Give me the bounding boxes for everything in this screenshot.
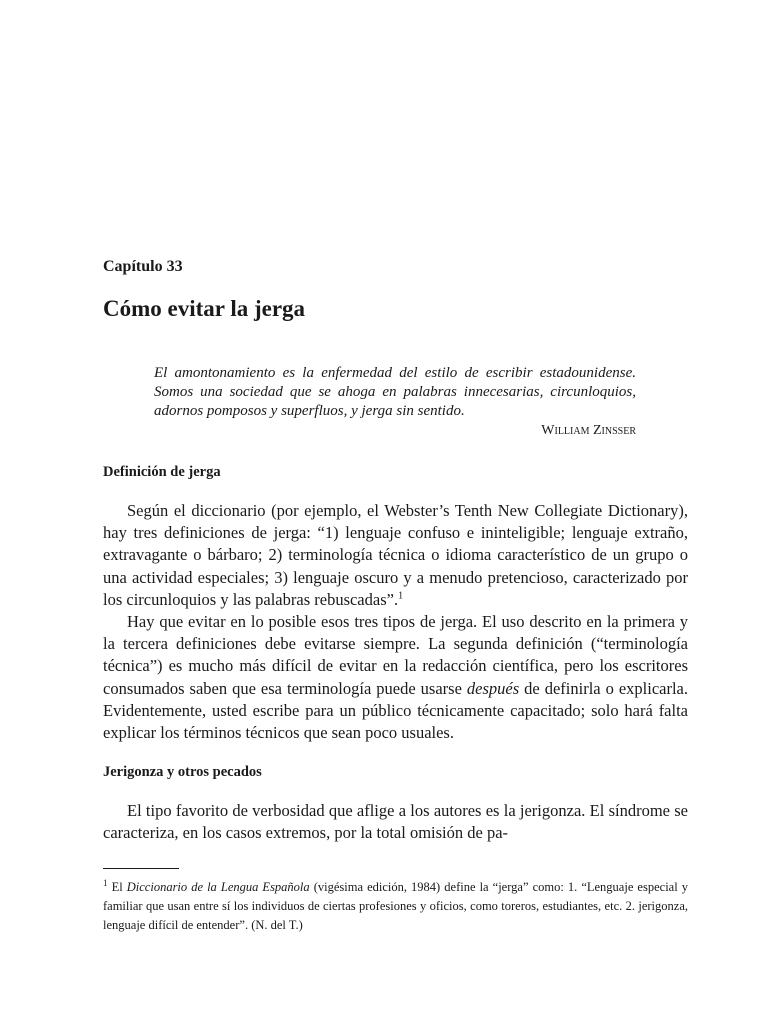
chapter-title: Cómo evitar la jerga [103, 296, 306, 321]
paragraph-text: de definirla o explicarla. Evidentemente, usted escribe para un público técnicamente capacitado; solo hará falta explicar los términos técnicos que sean poco usuales. [103, 678, 688, 743]
paragraph-text: Hay que evitar en lo posible esos tres tipos de jerga. El uso descrito en la primera y la tercera definiciones debe evitarse siempre. La segunda definición (“terminología técnica”) es mucho más difícil de evitar en la redacción científica, pero los escritores consumados saben que esa terminología puede usarse [103, 612, 688, 698]
chapter-label: Capítulo 33 [103, 258, 183, 275]
footnote-prefix: El [111, 880, 127, 894]
paragraph-text: Según el diccionario (por ejemplo, el Webster’s Tenth New Collegiate Dictionary), hay tres definiciones de jerga: “1) lenguaje confuso e ininteligible; lenguaje extraño, extravagante o bárbaro; 2) terminología técnica o idioma característico de un grupo o una actividad especiales; 3) lenguaje oscuro y a menudo pretencioso, caracterizado por los circunloquios y las palabras rebuscadas”. [103, 501, 688, 609]
footnote [103, 878, 688, 935]
paragraph [103, 500, 688, 611]
footnote-marker: 1 [103, 877, 108, 888]
paragraph-text: El tipo favorito de verbosidad que aflige a los autores es la jerigonza. El síndrome se caracteriza, en los casos extremos, por la total omisión de pa- [103, 801, 688, 843]
page-body [103, 256, 688, 845]
epigraph-author: William Zinsser [541, 423, 636, 438]
section-heading-definicion: Definición de jerga [103, 464, 221, 480]
epigraph-quote: El amontonamiento es la enfermedad del estilo de escribir estadounidense. Somos una sociedad que se ahoga en palabras innecesarias, circunloquios, adornos pomposos y superfluos, y jerga sin sentido. [154, 365, 636, 419]
section-heading-jerigonza: Jerigonza y otros pecados [103, 764, 262, 781]
footnote-reference: 1 [398, 590, 404, 602]
paragraph [103, 800, 688, 844]
footnote-text: (vigésima edición, 1984) define la “jerga” como: 1. “Lenguaje especial y familiar que usan entre sí los individuos de ciertas profesiones y oficios, como toreros, estudiantes, etc. 2. jerigonza, lenguaje difícil de entender”. (N. del T.) [103, 880, 689, 932]
footnote-divider [103, 868, 179, 869]
paragraph [103, 611, 688, 744]
emphasis-text: después [466, 678, 520, 698]
footnote-source-title: Diccionario de la Lengua Española [126, 880, 310, 894]
